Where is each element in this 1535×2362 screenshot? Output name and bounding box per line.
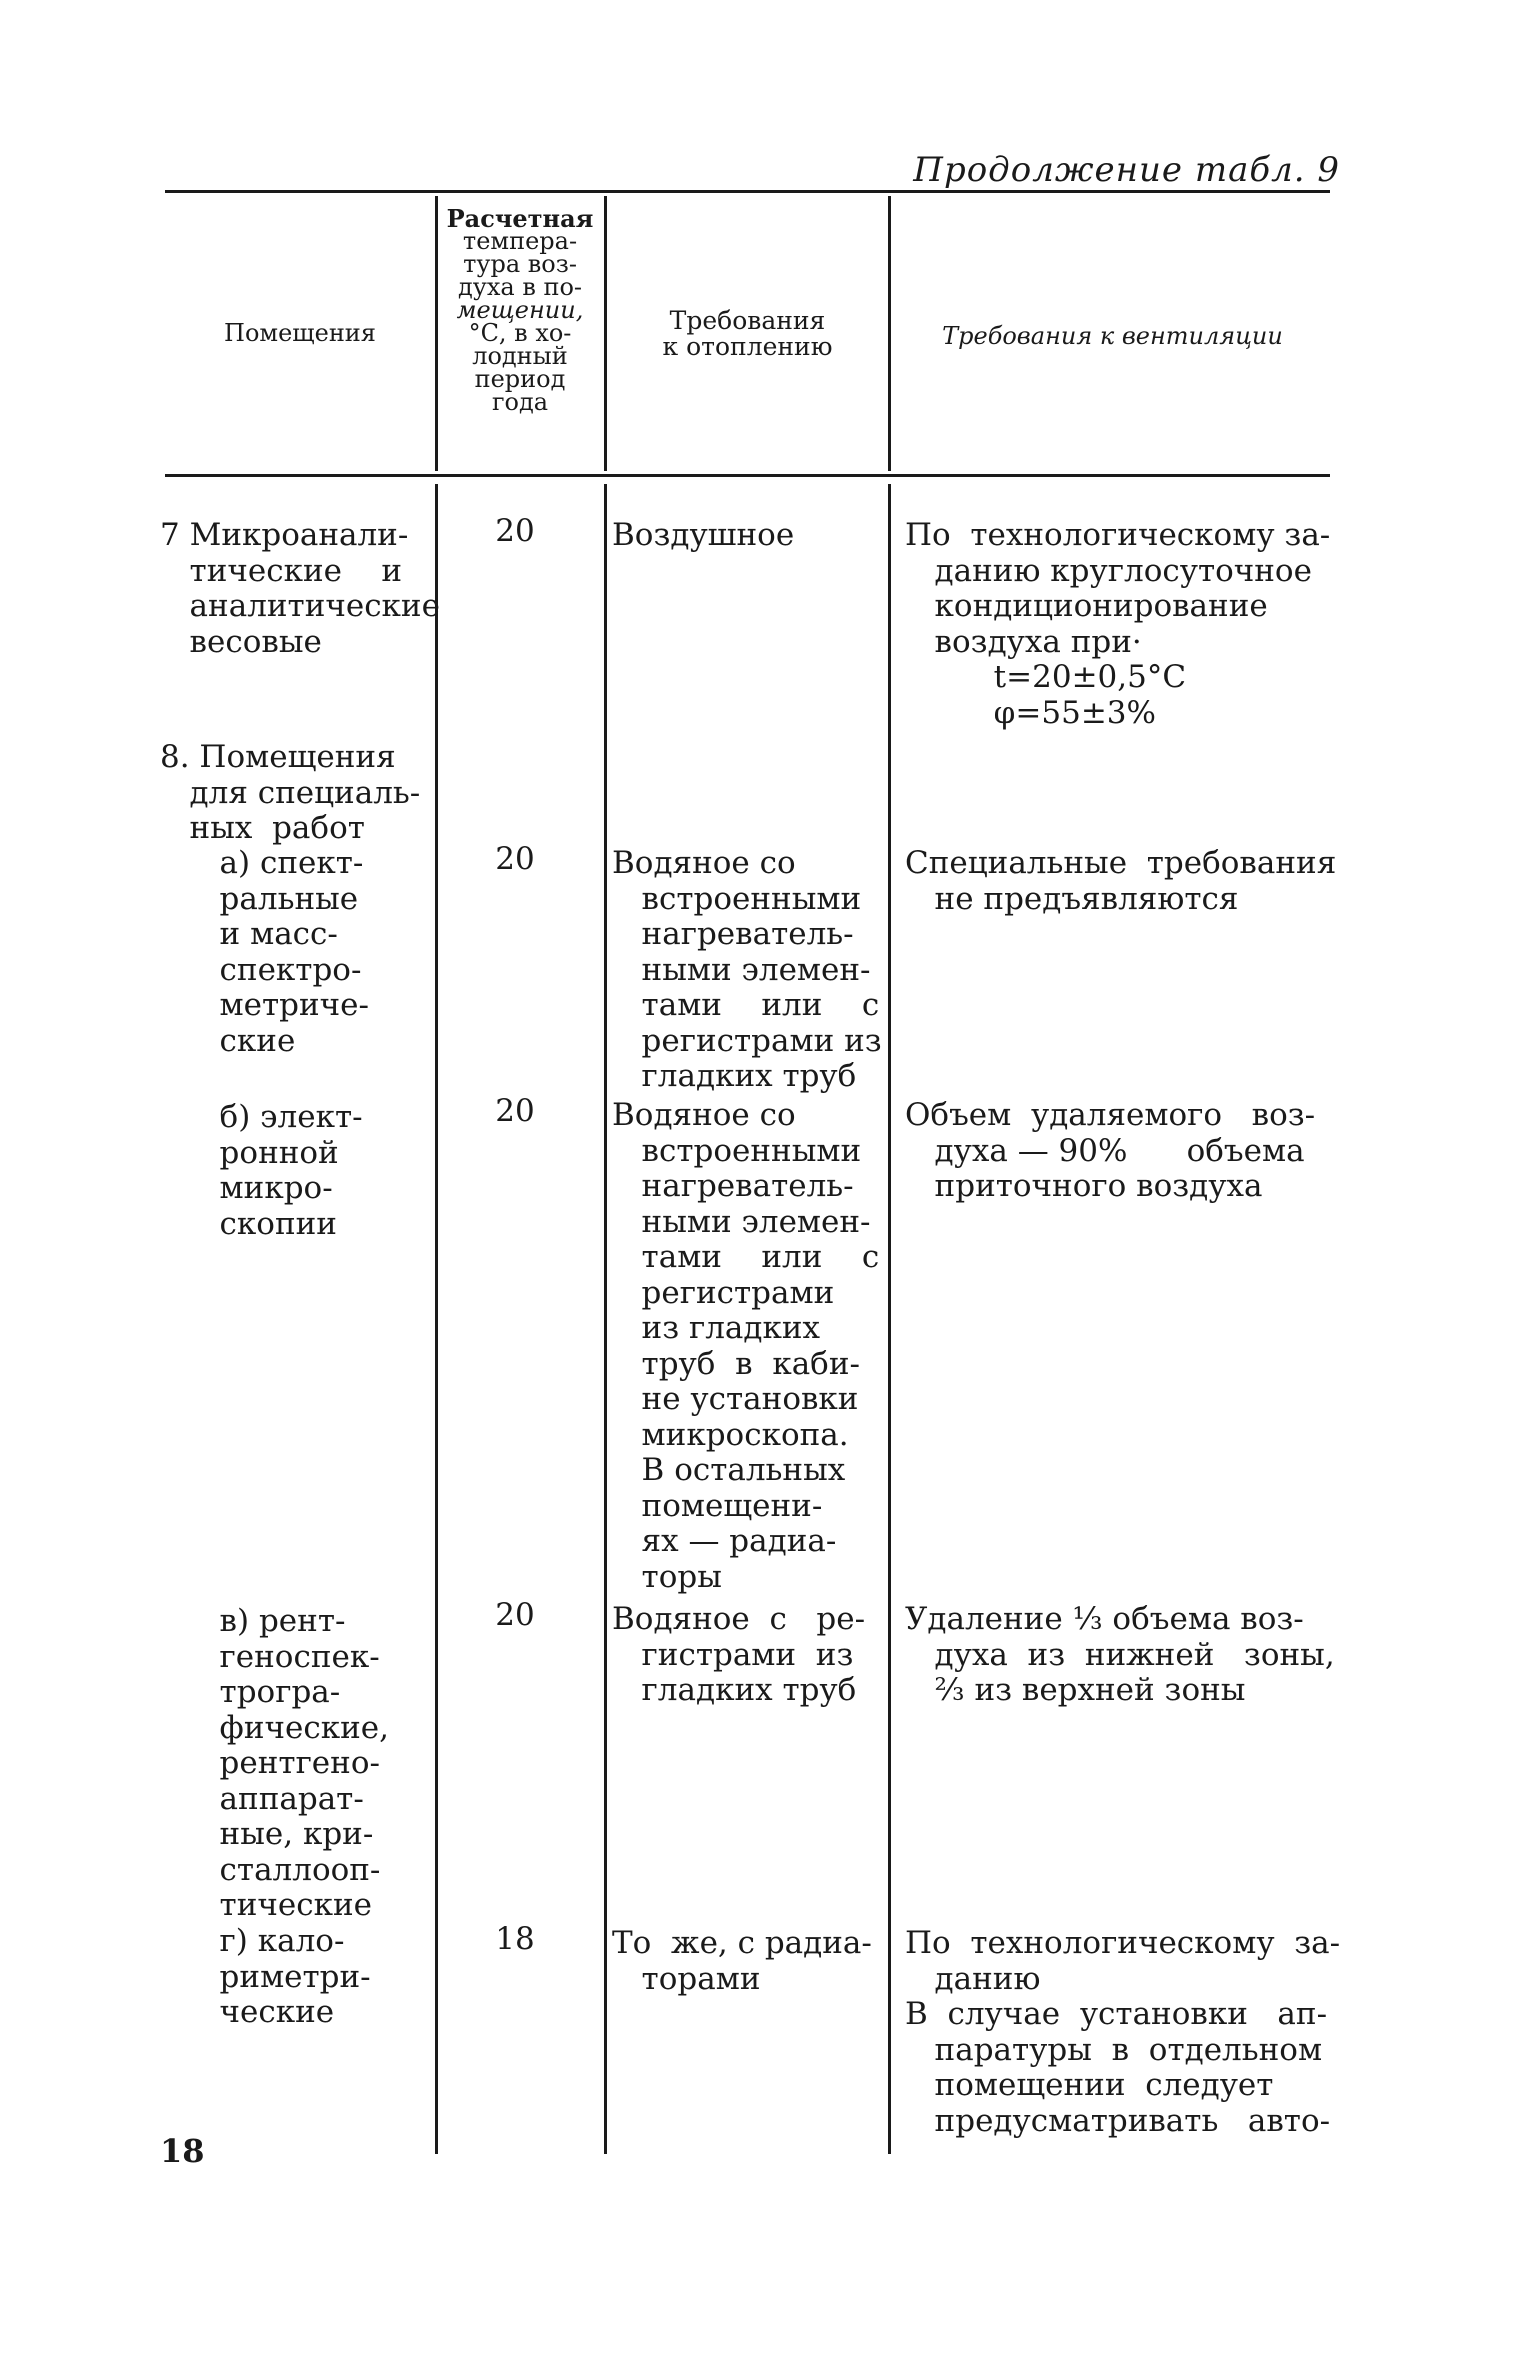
- header-temperature-line: темпера-: [462, 227, 578, 255]
- page-number: 18: [160, 2132, 205, 2170]
- row-8c-ventilation: Удаление ⅓ объема воз- духа из нижней зоны, ⅔ из верхней зоны: [905, 1601, 1335, 1708]
- header-temperature-line: °С, в хо-: [468, 319, 572, 347]
- row-8a-room: а) спект- ральные и масс- спектро- метриче- ские: [219, 845, 369, 1059]
- header-temperature-line: года: [491, 388, 549, 416]
- header-divider-3: [888, 196, 891, 471]
- row-8b-room: б) элект- ронной микро- скопии: [219, 1099, 363, 1242]
- row-8c-room: в) рент- геноспек- трогра- фические, рентгено- аппарат- ные, кри- сталлооп- тические: [219, 1603, 389, 1923]
- header-temperature: [440, 204, 600, 416]
- body-divider-2: [604, 484, 607, 2154]
- row-8b-ventilation: Объем удаляемого воз- духа — 90% объема приточного воздуха: [905, 1097, 1316, 1204]
- row-8c-temp: 20: [495, 1597, 535, 1633]
- row-8d-heating: То же, с радиа- торами: [612, 1925, 872, 1997]
- header-divider-1: [435, 196, 438, 471]
- header-divider-2: [604, 196, 607, 471]
- header-temperature-line: период: [474, 365, 566, 393]
- header-temperature-line: мещении,: [456, 296, 584, 324]
- body-divider-1: [435, 484, 438, 2154]
- row-7-temp: 20: [495, 513, 535, 549]
- row-8d-temp: 18: [495, 1921, 535, 1957]
- table-continuation-caption: Продолжение табл. 9: [913, 150, 1340, 190]
- header-heating-line: Требования: [669, 306, 826, 335]
- header-temperature-line: лодный: [472, 342, 568, 370]
- row-8c-heating: Водяное с ре- гистрами из гладких труб: [612, 1601, 866, 1708]
- row-8d-room: г) кало- риметри- ческие: [219, 1923, 371, 2030]
- row-8-room: 8. Помещения для специаль- ных работ: [160, 739, 421, 846]
- row-7-heating: Воздушное: [612, 517, 795, 553]
- row-8d-ventilation: По технологическому за- данию В случае установки ап- паратуры в отдельном помещении следует предусматривать авто-: [905, 1925, 1341, 2139]
- row-8b-heating: Водяное со встроенными нагреватель- ными элемен- тами или с регистрами из гладких труб в каби- не установки микроскопа. В остальных помещени- ях — радиа- торы: [612, 1097, 880, 1595]
- header-heating-line: к отоплению: [662, 332, 833, 361]
- body-divider-3: [888, 484, 891, 2154]
- row-8b-temp: 20: [495, 1093, 535, 1129]
- header-temperature-line: тура воз-: [463, 250, 577, 278]
- table-top-rule: [165, 190, 1330, 193]
- row-8a-temp: 20: [495, 841, 535, 877]
- row-8a-heating: Водяное со встроенными нагреватель- ными элемен- тами или с регистрами из гладких труб: [612, 845, 882, 1094]
- header-rooms: Помещения: [224, 319, 376, 347]
- header-heating: [610, 308, 885, 360]
- header-bottom-rule: [165, 474, 1330, 477]
- header-temperature-line: Расчетная: [446, 204, 594, 233]
- row-8a-ventilation: Специальные требования не предъявляются: [905, 845, 1337, 917]
- header-temperature-line: духа в по-: [457, 273, 583, 301]
- row-7-ventilation: По технологическому за- данию круглосуточное кондиционирование воздуха при· t=20±0,5°С φ=55±3%: [905, 517, 1331, 731]
- row-7-room: 7 Микроанали- тические и аналитические весовые: [160, 517, 440, 660]
- header-ventilation: Требования к вентиляции: [942, 322, 1283, 350]
